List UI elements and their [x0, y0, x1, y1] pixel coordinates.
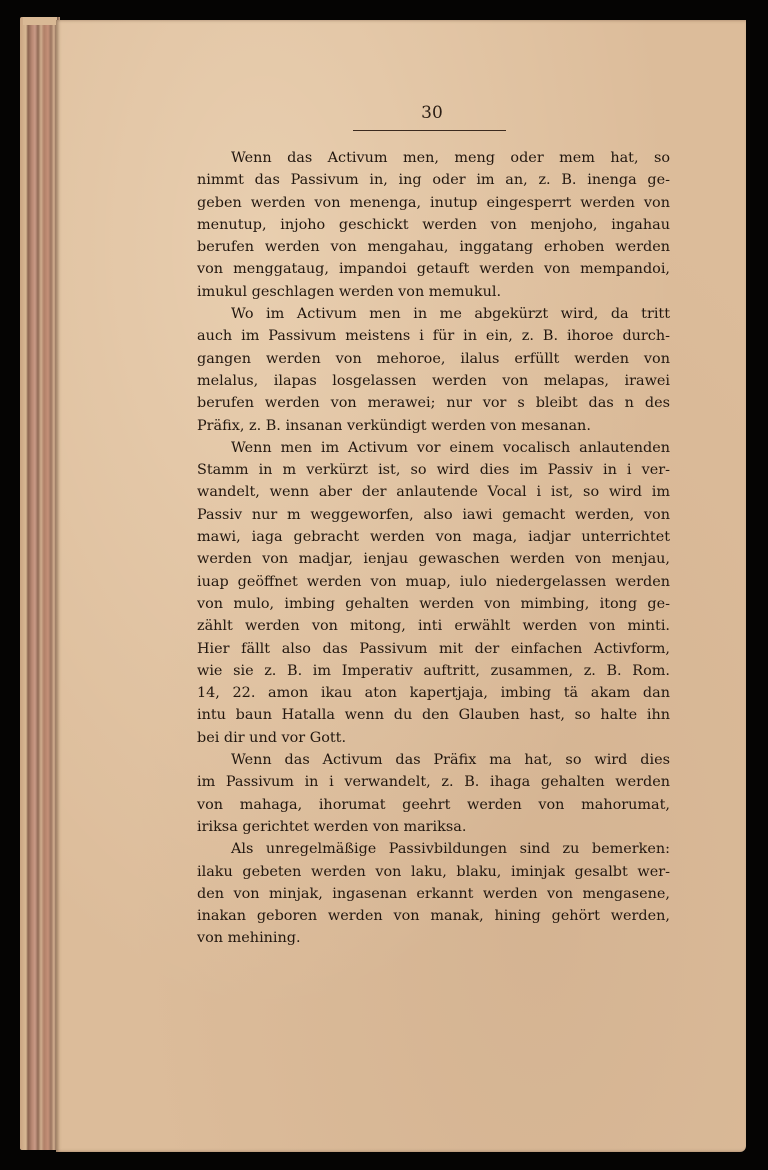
text-line: Wo im Activum men in me abgekürzt wird, da tritt	[231, 306, 670, 323]
page-stack-top	[23, 17, 57, 25]
header-rule	[353, 130, 506, 131]
paragraph-5	[197, 838, 670, 949]
paragraph-4	[197, 749, 670, 838]
text-line: auch im Passivum meistens i für in ein, z. B. ihoroe durch-	[197, 328, 670, 345]
paragraph-1	[197, 147, 670, 303]
text-line: Wenn men im Activum vor einem vocalisch anlautenden	[231, 439, 670, 456]
text-line: berufen werden von merawei; nur vor s bleibt das n des	[197, 395, 670, 412]
text-line: bei dir und vor Gott.	[197, 729, 347, 746]
text-line: von mehining.	[197, 930, 301, 947]
text-line: imukul geschlagen werden von memukul.	[197, 283, 502, 300]
text-line: nimmt das Passivum in, ing oder im an, z. B. inenga ge-	[197, 172, 670, 189]
text-line: berufen werden von mengahau, inggatang erhoben werden	[197, 239, 670, 256]
text-line: Wenn das Activum men, meng oder mem hat, so	[231, 150, 670, 166]
text-line: melalus, ilapas losgelassen werden von melapas, irawei	[197, 372, 670, 389]
text-line: inakan geboren werden von manak, hining gehört werden,	[197, 908, 670, 925]
text-line: den von minjak, ingasenan erkannt werden von mengasene,	[197, 885, 670, 902]
text-line: Hier fällt also das Passivum mit der einfachen Activform,	[197, 640, 670, 657]
text-line: intu baun Hatalla wenn du den Glauben hast, so halte ihn	[197, 707, 670, 724]
page-number: 30	[421, 103, 443, 123]
text-line: von menggataug, impandoi getauft werden von mempandoi,	[197, 261, 670, 278]
text-line: Präfix, z. B. insanan verkündigt werden von mesanan.	[197, 417, 591, 434]
text-line: Stamm in m verkürzt ist, so wird dies im Passiv in i ver-	[197, 462, 670, 479]
text-line: wandelt, wenn aber der anlautende Vocal i ist, so wird im	[197, 484, 670, 501]
text-line: im Passivum in i verwandelt, z. B. ihaga gehalten werden	[197, 774, 670, 791]
paragraph-3	[197, 437, 670, 749]
text-line: zählt werden von mitong, inti erwählt werden von minti.	[197, 618, 670, 635]
page-body	[197, 147, 670, 950]
text-line: 14, 22. amon ikau aton kapertjaja, imbing tä akam dan	[197, 685, 670, 702]
page-stack-edge	[20, 17, 60, 1150]
text-line: mawi, iaga gebracht werden von maga, iadjar unterrichtet	[197, 529, 670, 546]
text-line: iuap geöffnet werden von muap, iulo niedergelassen werden	[197, 573, 670, 590]
paragraph-2	[197, 303, 670, 437]
text-line: menutup, injoho geschickt werden von menjoho, ingahau	[197, 216, 670, 233]
text-line: geben werden von menenga, inutup eingesperrt werden von	[197, 194, 670, 211]
text-line: wie sie z. B. im Imperativ auftritt, zusammen, z. B. Rom.	[197, 662, 670, 679]
text-line: Passiv nur m weggeworfen, also iawi gemacht werden, von	[197, 506, 670, 523]
text-line: gangen werden von mehoroe, ilalus erfüllt werden von	[197, 350, 670, 367]
text-line: ilaku gebeten werden von laku, blaku, iminjak gesalbt wer-	[197, 863, 670, 880]
text-line: werden von madjar, ienjau gewaschen werden von menjau,	[197, 551, 670, 568]
text-line: von mulo, imbing gehalten werden von mimbing, itong ge-	[197, 595, 670, 612]
text-line: von mahaga, ihorumat geehrt werden von mahorumat,	[197, 796, 670, 813]
text-line: iriksa gerichtet werden von mariksa.	[197, 818, 467, 835]
text-line: Als unregelmäßige Passivbildungen sind zu bemerken:	[231, 841, 670, 858]
text-line: Wenn das Activum das Präfix ma hat, so wird dies	[231, 752, 670, 769]
